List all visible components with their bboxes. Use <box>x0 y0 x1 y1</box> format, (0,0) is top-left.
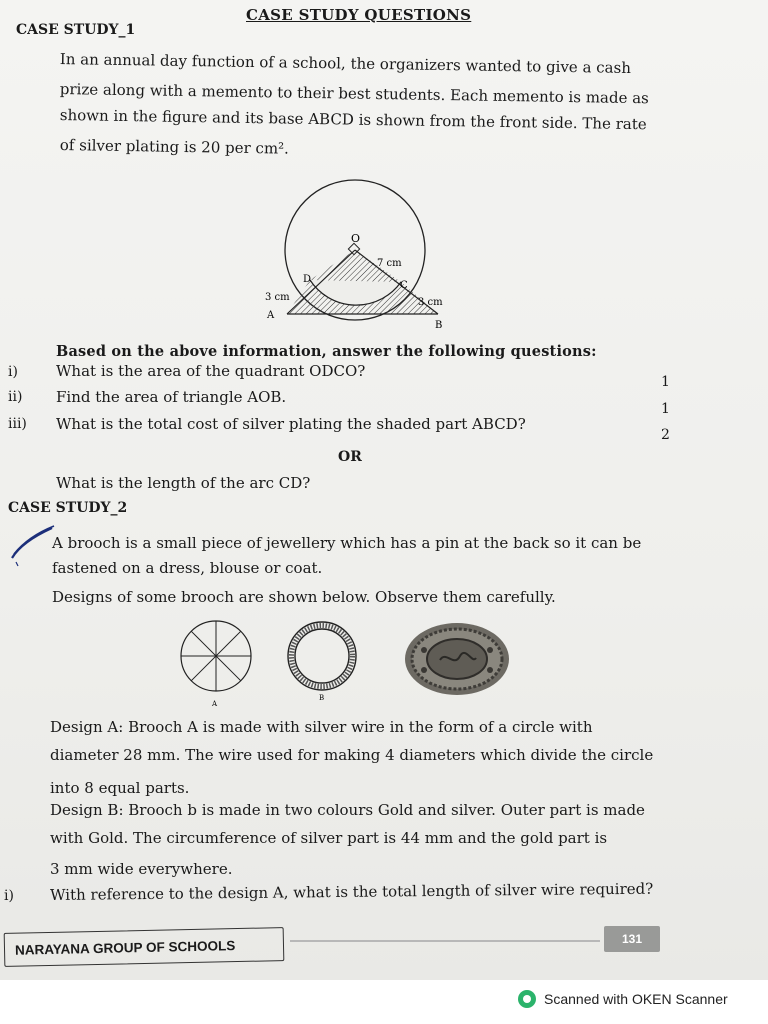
school-name: NARAYANA GROUP OF SCHOOLS <box>14 937 236 958</box>
question-3-text: What is the total cost of silver plating the shaded part ABCD? <box>56 415 526 433</box>
case-study-1-label: CASE STUDY_1 <box>16 22 136 38</box>
label-left-length: 3 cm <box>265 292 290 303</box>
brooch-b-label: B <box>319 694 325 702</box>
brooch-b-figure <box>284 618 364 702</box>
label-radius: 7 cm <box>377 258 402 269</box>
case2-question-1-text: With reference to the design A, what is the total length of silver wire required? <box>50 879 654 904</box>
question-3-number: iii) <box>8 416 27 432</box>
case2-question-1-number: i) <box>4 888 14 904</box>
based-on-instruction: Based on the above information, answer the following questions: <box>56 343 597 360</box>
label-b: B <box>435 320 443 331</box>
design-b-line-2: with Gold. The circumference of silver part is 44 mm and the gold part is <box>50 829 608 847</box>
page-number-badge <box>604 926 660 952</box>
footer-divider <box>290 940 600 942</box>
design-b-line-1: Design B: Brooch b is made in two colours Gold and silver. Outer part is made <box>50 801 645 819</box>
pen-mark-icon <box>8 520 58 568</box>
brooch-a-figure <box>178 618 254 708</box>
question-1-number: i) <box>8 364 18 380</box>
memento-figure <box>255 178 465 338</box>
case1-intro-line-2: prize along with a memento to their best students. Each memento is made as <box>59 80 649 108</box>
case1-intro-line-1: In an annual day function of a school, the organizers wanted to give a cash <box>59 50 632 77</box>
case-study-2-label: CASE STUDY_2 <box>8 500 128 516</box>
question-2-text: Find the area of triangle AOB. <box>56 388 287 406</box>
scanner-text: Scanned with OKEN Scanner <box>544 991 728 1007</box>
label-d: D <box>303 274 312 285</box>
school-name-box <box>4 927 285 967</box>
label-a: A <box>267 310 275 321</box>
label-right-length: 3 cm <box>418 297 443 308</box>
oken-scanner-icon <box>518 990 536 1008</box>
case1-intro-line-3: shown in the figure and its base ABCD is shown from the front side. The rate <box>59 106 647 134</box>
designs-intro-line: Designs of some brooch are shown below. Observe them carefully. <box>52 588 556 606</box>
case2-intro-line-2: fastened on a dress, blouse or coat. <box>52 559 323 577</box>
case2-intro-line-1: A brooch is a small piece of jewellery which has a pin at the back so it can be <box>52 534 642 552</box>
or-separator: OR <box>338 449 362 465</box>
page-title: CASE STUDY QUESTIONS <box>246 6 472 24</box>
design-a-line-3: into 8 equal parts. <box>50 779 190 797</box>
question-3-marks: 2 <box>661 427 670 443</box>
case1-intro-line-4: of silver plating is 20 per cm². <box>59 136 290 158</box>
scanner-watermark <box>518 990 728 1008</box>
alternate-question-text: What is the length of the arc CD? <box>56 474 311 492</box>
design-a-line-2: diameter 28 mm. The wire used for making 4 diameters which divide the circle <box>50 746 654 764</box>
design-b-line-3: 3 mm wide everywhere. <box>50 860 233 878</box>
question-1-marks: 1 <box>661 374 670 390</box>
label-o: O <box>351 232 361 245</box>
page-number: 131 <box>621 932 643 946</box>
question-1-text: What is the area of the quadrant ODCO? <box>56 362 366 380</box>
design-a-line-1: Design A: Brooch A is made with silver wire in the form of a circle with <box>50 718 593 736</box>
question-2-marks: 1 <box>661 401 670 417</box>
brooch-a-label: A <box>212 700 218 708</box>
label-c: C <box>400 280 408 291</box>
brooch-c-image <box>402 620 512 698</box>
question-2-number: ii) <box>8 389 23 405</box>
